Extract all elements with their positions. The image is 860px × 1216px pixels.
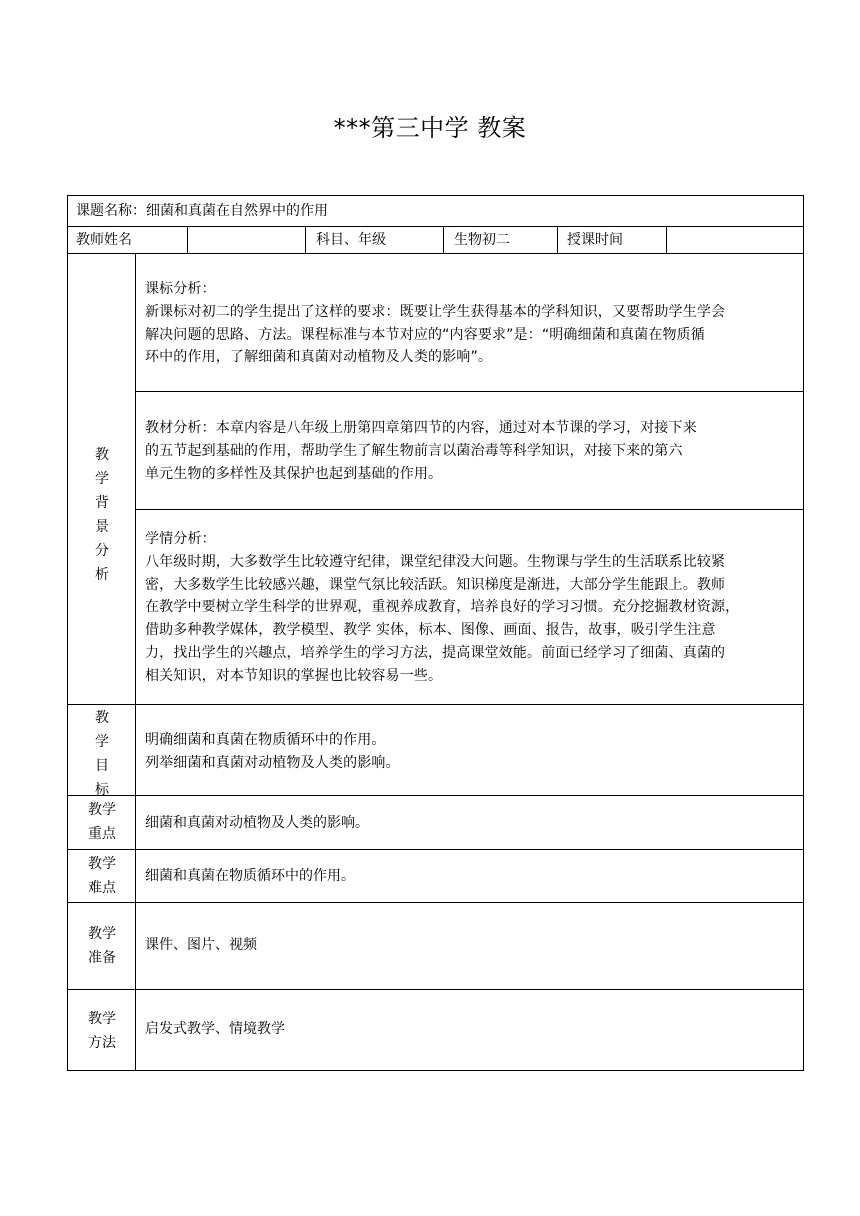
page-title: ***第三中学 教案 — [333, 114, 527, 142]
topic-row — [76, 200, 328, 222]
textbook-analysis: 教材分析：本章内容是八年级上册第四章第四节的内容，通过对本节课的学习，对接下来 的五节起到基础的作用，帮助学生了解生物前言以菌治毒等科学知识，对接下来的第六 单元生物的多样性及其保护也起到基础的作用。 — [145, 420, 697, 482]
methods-label: 教学 方法 — [88, 1011, 116, 1051]
subject-label: 科目、年级 — [316, 232, 386, 248]
time-label: 授课时间 — [567, 232, 623, 248]
difficulties-label: 教学 难点 — [88, 856, 116, 896]
key-points-text: 细菌和真菌对动植物及人类的影响。 — [145, 815, 369, 831]
background-analysis-label: 教 学 背 景 分 析 — [95, 447, 109, 583]
difficulties-text: 细菌和真菌在物质循环中的作用。 — [145, 868, 355, 884]
topic-label: 课题名称： — [76, 203, 146, 219]
methods-text: 启发式教学、情境教学 — [145, 1021, 285, 1037]
subject-value: 生物初二 — [454, 232, 510, 248]
teacher-label: 教师姓名 — [76, 232, 132, 248]
curriculum-analysis: 课标分析： 新课标对初二的学生提出了这样的要求：既要让学生获得基本的学科知识，又要帮助学生学会 解决问题的思路、方法。课程标准与本节对应的“内容要求”是：“明确细菌和真菌在物质循 环中的作用，了解细菌和真菌对动植物及人类的影响”。 — [145, 281, 726, 366]
student-analysis: 学情分析： 八年级时期，大多数学生比较遵守纪律，课堂纪律没大问题。生物课与学生的生活联系比较紧 密，大多数学生比较感兴趣，课堂气氛比较活跃。知识梯度是渐进，大部分学生能跟上。教师 在教学中要树立学生科学的世界观，重视养成教育，培养良好的学习习惯。充分挖掘教材资源， 借助多种教学媒体，教学模型、教学 实体，标本、图像、画面、报告，故事，吸引学生注意 力，找出学生的兴趣点，培养学生的学习方法，提高课堂效能。前面已经学习了细菌、真菌的 相关知识，对本节知识的掌握也比较容易一些。 — [145, 531, 740, 684]
topic-value: 细菌和真菌在自然界中的作用 — [146, 203, 328, 219]
teaching-goals-label: 教 学 目 标 — [95, 710, 109, 798]
teaching-goals: 明确细菌和真菌在物质循环中的作用。 列举细菌和真菌对动植物及人类的影响。 — [145, 732, 400, 771]
preparation-label: 教学 准备 — [88, 926, 116, 966]
key-points-label: 教学 重点 — [88, 802, 116, 842]
preparation-text: 课件、图片、视频 — [145, 937, 257, 953]
